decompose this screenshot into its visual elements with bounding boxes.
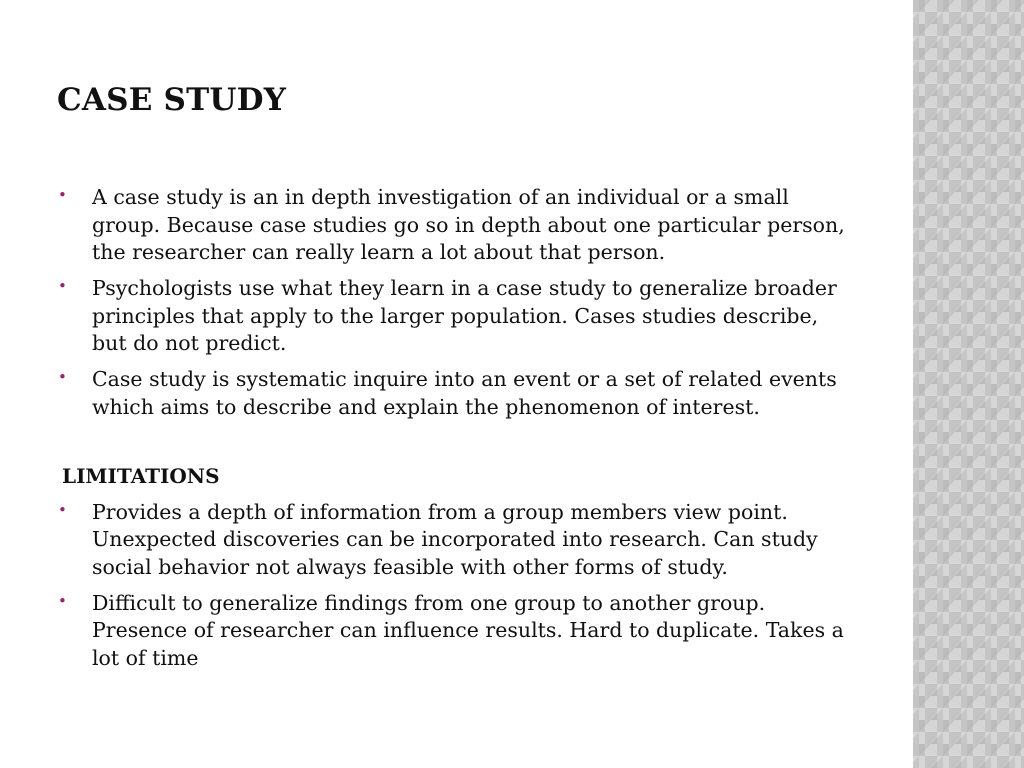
slide-content: [58, 184, 858, 681]
bullet-text: Psychologists use what they learn in a case study to generalize broader principles that apply to the larger population. Cases studies describe, but do not predict.: [92, 276, 837, 355]
bullet-dot-icon: •: [58, 500, 67, 519]
bullet-item: [58, 275, 858, 358]
decorative-side-band: [913, 0, 1024, 768]
bullet-item: [58, 590, 858, 673]
slide-title: CASE STUDY: [57, 82, 287, 118]
bullet-dot-icon: •: [58, 186, 67, 204]
bullet-text: A case study is an in depth investigation of an individual or a small group. Because case studies go so in depth about one particular person, the researcher can really learn a lot about that person.: [92, 185, 845, 264]
bullet-text: Case study is systematic inquire into an event or a set of related events which aims to describe and explain the phenomenon of interest.: [92, 367, 837, 419]
limitations-heading: LIMITATIONS: [62, 464, 220, 488]
bullet-dot-icon: •: [58, 368, 67, 386]
bullet-item: [58, 499, 858, 582]
bullet-dot-icon: •: [58, 591, 67, 610]
bullet-text: Provides a depth of information from a group members view point. Unexpected discoveries can be incorporated into research. Can study social behavior not always feasible with other forms of study.: [92, 499, 818, 579]
limitations-bullets: [58, 499, 858, 673]
side-band-pattern: [913, 0, 1024, 768]
bullet-text: Difficult to generalize findings from one group to another group. Presence of researcher can influence results. Hard to duplicate. Takes a lot of time: [92, 590, 844, 670]
case-study-bullets: [58, 184, 858, 421]
bullet-item: [58, 366, 858, 421]
bullet-item: [58, 184, 858, 267]
bullet-dot-icon: •: [58, 277, 67, 295]
